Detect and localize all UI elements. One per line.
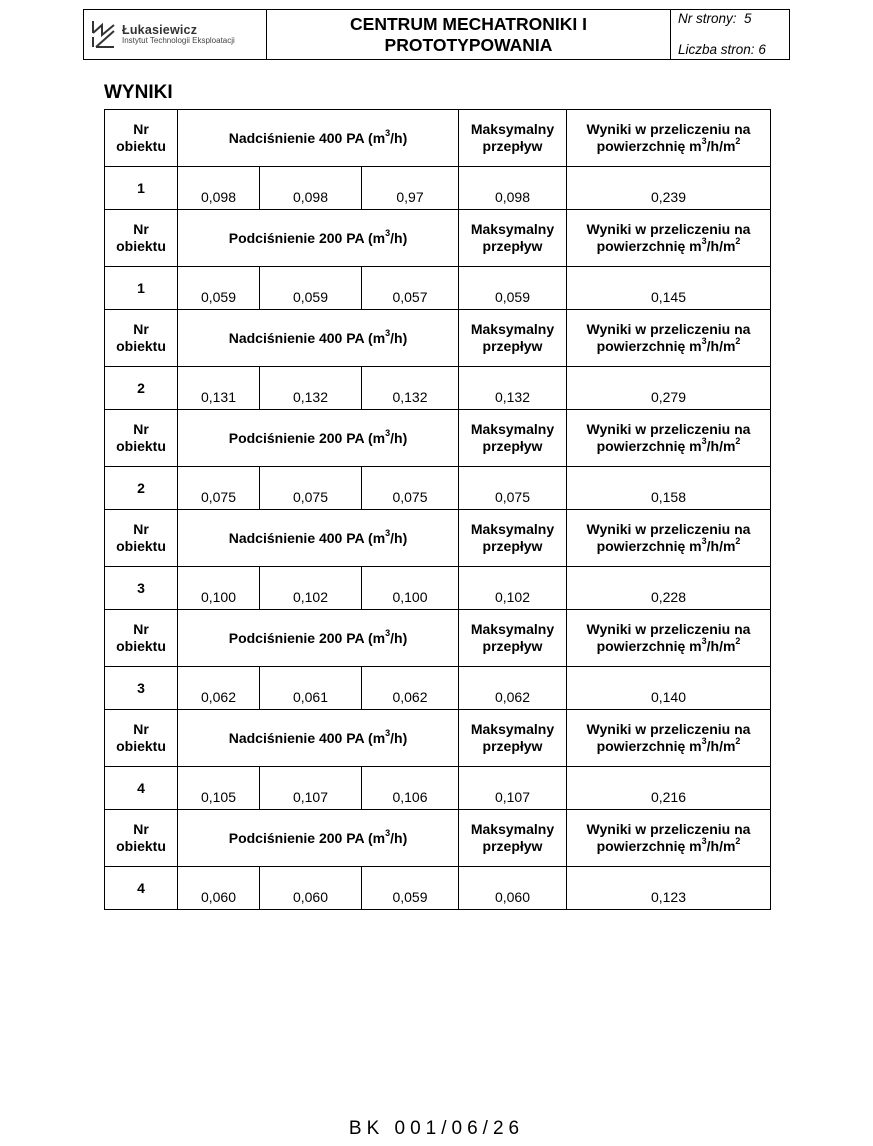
block-header-row <box>105 810 771 867</box>
measurement-3: 0,062 <box>362 667 459 710</box>
max-flow-header: Maksymalny przepływ <box>459 810 567 867</box>
max-flow-value: 0,102 <box>459 567 567 610</box>
measurement-1: 0,100 <box>178 567 260 610</box>
condition-header: Nadciśnienie 400 PA $(m^3/h)$ <box>178 510 459 567</box>
measurement-row <box>105 167 771 210</box>
condition-header: Podciśnienie 200 PA $(m^3/h)$ <box>178 410 459 467</box>
logo-subtitle: Instytut Technologii Eksploatacji <box>122 35 235 45</box>
measurement-1: 0,098 <box>178 167 260 210</box>
title-line-2: PROTOTYPOWANIA <box>384 34 553 55</box>
object-number-label: Nr obiektu <box>105 110 178 167</box>
measurement-row <box>105 267 771 310</box>
max-flow-value: 0,059 <box>459 267 567 310</box>
block-header-row <box>105 610 771 667</box>
result-header: Wyniki w przeliczeniu na powierzchnię $m^3/h/m^2$ <box>567 810 771 867</box>
max-flow-header: Maksymalny przepływ <box>459 210 567 267</box>
max-flow-value: 0,107 <box>459 767 567 810</box>
condition-header: Podciśnienie 200 PA $(m^3/h)$ <box>178 810 459 867</box>
result-header: Wyniki w przeliczeniu na powierzchnię $m^3/h/m^2$ <box>567 710 771 767</box>
object-number: 2 <box>105 367 178 410</box>
measurement-1: 0,131 <box>178 367 260 410</box>
results-table <box>104 109 771 910</box>
object-number: 3 <box>105 667 178 710</box>
page-count: Liczba stron: 6 <box>678 42 766 57</box>
object-number-label: Nr obiektu <box>105 410 178 467</box>
page-number: Nr strony: 5 <box>678 11 752 26</box>
max-flow-header: Maksymalny przepływ <box>459 110 567 167</box>
measurement-row <box>105 367 771 410</box>
measurement-2: 0,107 <box>260 767 362 810</box>
document-header <box>83 9 790 60</box>
measurement-3: 0,100 <box>362 567 459 610</box>
condition-header: Podciśnienie 200 PA $(m^3/h)$ <box>178 610 459 667</box>
measurement-3: 0,057 <box>362 267 459 310</box>
measurement-row <box>105 867 771 910</box>
result-header: Wyniki w przeliczeniu na powierzchnię $m^3/h/m^2$ <box>567 310 771 367</box>
page-info <box>671 10 789 59</box>
max-flow-header: Maksymalny przepływ <box>459 410 567 467</box>
max-flow-header: Maksymalny przepływ <box>459 710 567 767</box>
condition-header: Podciśnienie 200 PA $(m^3/h)$ <box>178 210 459 267</box>
object-number-label: Nr obiektu <box>105 710 178 767</box>
object-number: 1 <box>105 167 178 210</box>
condition-header: Nadciśnienie 400 PA $(m^3/h)$ <box>178 710 459 767</box>
block-header-row <box>105 310 771 367</box>
result-value: 0,123 <box>567 867 771 910</box>
object-number: 2 <box>105 467 178 510</box>
block-header-row <box>105 210 771 267</box>
measurement-3: 0,106 <box>362 767 459 810</box>
block-header-row <box>105 710 771 767</box>
condition-header: Nadciśnienie 400 PA $(m^3/h)$ <box>178 110 459 167</box>
object-number-label: Nr obiektu <box>105 510 178 567</box>
object-number-label: Nr obiektu <box>105 610 178 667</box>
measurement-1: 0,062 <box>178 667 260 710</box>
result-value: 0,145 <box>567 267 771 310</box>
measurement-1: 0,059 <box>178 267 260 310</box>
block-header-row <box>105 510 771 567</box>
measurement-row <box>105 667 771 710</box>
measurement-2: 0,102 <box>260 567 362 610</box>
max-flow-value: 0,062 <box>459 667 567 710</box>
measurement-2: 0,061 <box>260 667 362 710</box>
title-line-1: CENTRUM MECHATRONIKI I <box>350 14 587 35</box>
measurement-2: 0,098 <box>260 167 362 210</box>
measurement-2: 0,075 <box>260 467 362 510</box>
max-flow-value: 0,075 <box>459 467 567 510</box>
object-number-label: Nr obiektu <box>105 810 178 867</box>
result-value: 0,279 <box>567 367 771 410</box>
result-header: Wyniki w przeliczeniu na powierzchnię $m^3/h/m^2$ <box>567 510 771 567</box>
measurement-3: 0,97 <box>362 167 459 210</box>
result-header: Wyniki w przeliczeniu na powierzchnię $m^3/h/m^2$ <box>567 210 771 267</box>
lukasiewicz-logo-icon <box>90 19 118 51</box>
object-number: 3 <box>105 567 178 610</box>
object-number: 4 <box>105 867 178 910</box>
document-title <box>267 10 671 59</box>
max-flow-header: Maksymalny przepływ <box>459 310 567 367</box>
object-number-label: Nr obiektu <box>105 210 178 267</box>
measurement-1: 0,060 <box>178 867 260 910</box>
object-number-label: Nr obiektu <box>105 310 178 367</box>
logo-name: Łukasiewicz <box>122 22 198 37</box>
max-flow-value: 0,098 <box>459 167 567 210</box>
max-flow-header: Maksymalny przepływ <box>459 610 567 667</box>
result-value: 0,140 <box>567 667 771 710</box>
max-flow-value: 0,132 <box>459 367 567 410</box>
max-flow-value: 0,060 <box>459 867 567 910</box>
object-number: 4 <box>105 767 178 810</box>
result-value: 0,228 <box>567 567 771 610</box>
logo <box>84 10 267 59</box>
block-header-row <box>105 110 771 167</box>
block-header-row <box>105 410 771 467</box>
result-value: 0,216 <box>567 767 771 810</box>
result-header: Wyniki w przeliczeniu na powierzchnię $m^3/h/m^2$ <box>567 610 771 667</box>
measurement-3: 0,132 <box>362 367 459 410</box>
object-number: 1 <box>105 267 178 310</box>
result-header: Wyniki w przeliczeniu na powierzchnię $m^3/h/m^2$ <box>567 110 771 167</box>
result-value: 0,239 <box>567 167 771 210</box>
measurement-2: 0,060 <box>260 867 362 910</box>
result-value: 0,158 <box>567 467 771 510</box>
measurement-3: 0,059 <box>362 867 459 910</box>
max-flow-header: Maksymalny przepływ <box>459 510 567 567</box>
document-code: BK 001/06/26 <box>348 1118 525 1139</box>
measurement-row <box>105 767 771 810</box>
measurement-row <box>105 467 771 510</box>
measurement-2: 0,132 <box>260 367 362 410</box>
measurement-3: 0,075 <box>362 467 459 510</box>
measurement-1: 0,105 <box>178 767 260 810</box>
measurement-2: 0,059 <box>260 267 362 310</box>
section-title: WYNIKI <box>104 82 173 103</box>
measurement-row <box>105 567 771 610</box>
result-header: Wyniki w przeliczeniu na powierzchnię $m^3/h/m^2$ <box>567 410 771 467</box>
measurement-1: 0,075 <box>178 467 260 510</box>
condition-header: Nadciśnienie 400 PA $(m^3/h)$ <box>178 310 459 367</box>
